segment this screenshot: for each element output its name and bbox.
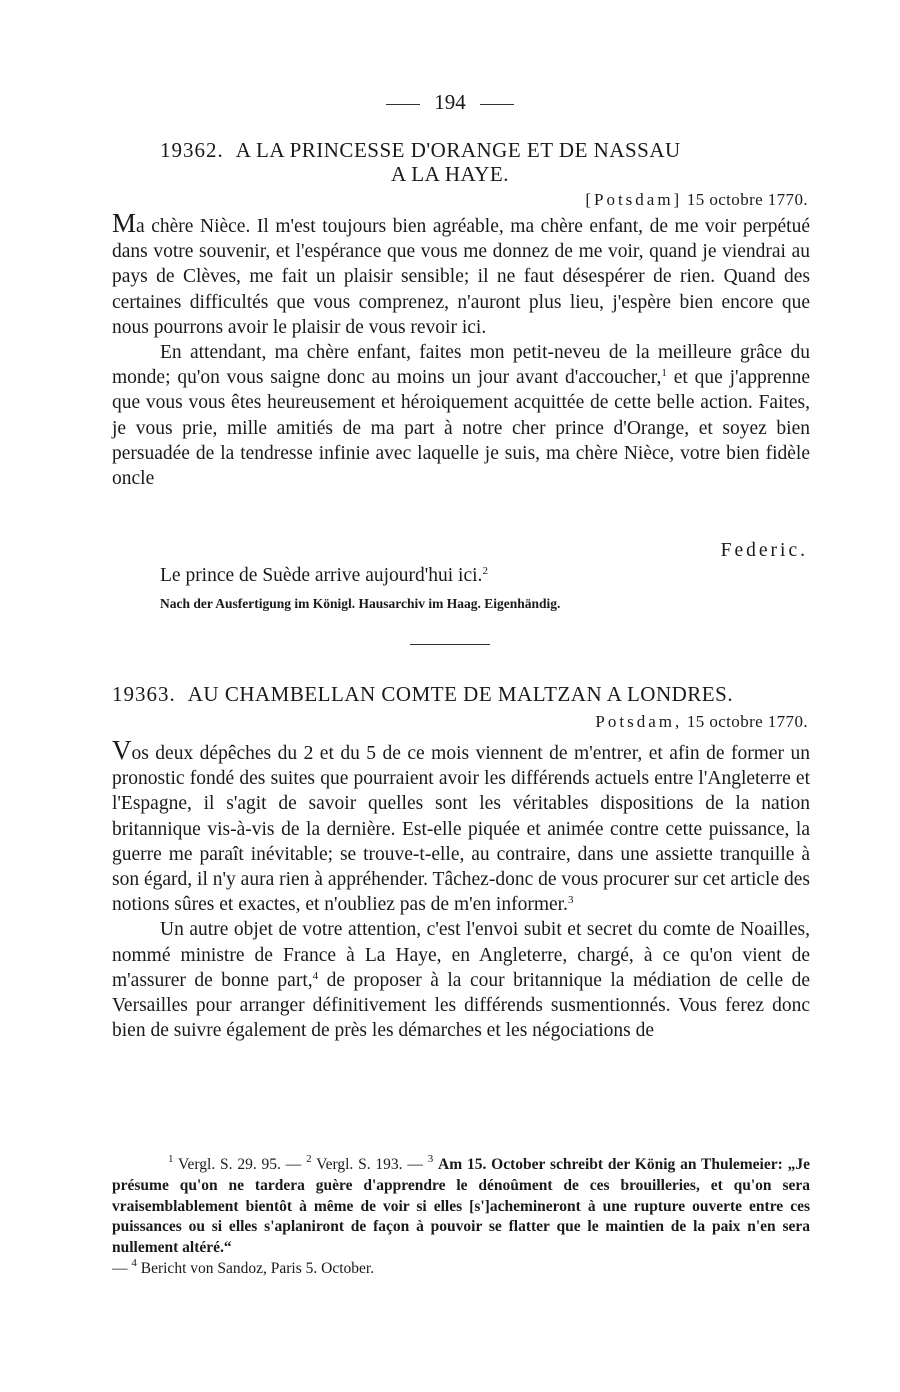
page-number-rule-right bbox=[480, 104, 514, 105]
letter1-paragraph-2-text-b: et que j'apprenne que vous vous êtes heureusement et héroiquement acquittée de cette belle action. Faites, je vous prie, mille amitiés de ma part à notre cher prince d'Orange, et soyez bien persuadée de la tendresse infinie avec laquelle je suis, ma chère Nièce, votre bien fidèle oncle bbox=[112, 367, 810, 490]
footnote-ref-1: 1 bbox=[661, 367, 667, 380]
footnotes-block bbox=[112, 1155, 810, 1259]
letter2-date: 15 octobre 1770. bbox=[686, 712, 808, 731]
letter2-paragraph-1-text: os deux dépêches du 2 et du 5 de ce mois viennent de m'entrer, et afin de former un pronostic fondé des suites que pourraient avoir les différends actuels entre l'Angleterre et l'Espagne, il s'agit de savoir quelles sont les véritables dispositions de la nation britannique vis-à-vis de la dernière. Est-elle piquée et animée contre cette puissance, la guerre me paraît inévitable; se trouve-t-elle, au contraire, dans une assiette tranquille à son égard, il n'y aura rien à appréhender. Tâchez-donc de vous procurer sur cet article des notions sûres et exactes, et n'oubliez pas de m'en informer. bbox=[112, 743, 810, 916]
letter1-heading-line2: A LA HAYE. bbox=[391, 162, 509, 186]
letter2-number: 19363. bbox=[112, 682, 176, 706]
footnote-ref-2: 2 bbox=[482, 565, 488, 577]
letter1-initial: M bbox=[112, 208, 137, 238]
letter1-place: [Potsdam] bbox=[585, 190, 683, 209]
letter2-heading bbox=[112, 682, 812, 707]
letter1-body bbox=[112, 208, 810, 491]
footnote-4-mark: 4 bbox=[131, 1256, 137, 1269]
letter1-dateline bbox=[585, 188, 808, 212]
letter1-heading-line1: A LA PRINCESSE D'ORANGE ET DE NASSAU bbox=[235, 138, 681, 162]
letter2-body bbox=[112, 735, 810, 1043]
footnote-2: Vergl. S. 193. — bbox=[316, 1156, 423, 1173]
page-number: 194 bbox=[434, 90, 466, 114]
letter2-paragraph-1 bbox=[112, 735, 810, 917]
letter1-paragraph-2 bbox=[112, 340, 810, 491]
footnote-3-mark: 3 bbox=[427, 1153, 434, 1165]
footnote-ref-3: 3 bbox=[567, 894, 574, 907]
footnote-1-mark: 1 bbox=[168, 1153, 174, 1165]
footnote-2-mark: 2 bbox=[306, 1153, 312, 1165]
footnote-ref-4: 4 bbox=[312, 969, 319, 982]
letter1-paragraph-1 bbox=[112, 208, 810, 340]
letter2-place: Potsdam, bbox=[595, 712, 683, 731]
letter1-signature: Federic. bbox=[720, 540, 808, 561]
section-divider bbox=[410, 644, 490, 645]
letter2-paragraph-2-text-b: de proposer à la cour britannique la médiation de celle de Versailles pour arranger définitivement les différends susmentionnés. Vous ferez donc bien de suivre également de près les démarches et les négociations de bbox=[112, 969, 810, 1042]
letter1-number: 19362. bbox=[160, 138, 224, 162]
footnote-4-line: — $^4$ Bericht von Sandoz, Paris 5. October. bbox=[112, 1256, 375, 1277]
page-number-rule-left bbox=[386, 104, 420, 105]
footnote-4: Bericht von Sandoz, Paris 5. October. bbox=[140, 1259, 375, 1277]
letter2-paragraph-2-text-a: Un autre objet de votre attention, c'est l'envoi subit et secret du comte de Noailles, nommé ministre de France à La Haye, en Angleterre, chargé, à ce qu'on vient de m'assurer de bonne part, bbox=[112, 919, 810, 991]
letter1-heading bbox=[160, 138, 780, 163]
letter1-source-note: Nach der Ausfertigung im Königl. Hausarchiv im Haag. Eigenhändig. bbox=[160, 596, 561, 611]
footnote-1: Vergl. S. 29. 95. — bbox=[178, 1156, 302, 1173]
letter1-paragraph-2-text-a: En attendant, ma chère enfant, faites mon petit-neveu de la meilleure grâce du monde; qu'on vous saigne donc au moins un jour avant d'accoucher, bbox=[112, 342, 810, 389]
footnote-3-intro: Am 15. October schreibt der König an Thulemeier: bbox=[438, 1156, 783, 1173]
letter1-paragraph-1-text: a chère Nièce. Il m'est toujours bien agréable, ma chère enfant, de me voir perpétué dans votre souvenir, et l'espérance que vous me donnez de me voir, quand je viendrai au pays de Clèves, me fait un plaisir sensible; il ne faut désespérer de rien. Quand des certaines difficultés que vous comprenez, n'auront plus lieu, j'espère bien encore que nous pourrons avoir le plaisir de vous revoir ici. bbox=[112, 216, 810, 338]
page-number-line bbox=[0, 88, 900, 116]
letter2-paragraph-2 bbox=[112, 917, 810, 1043]
letter2-dateline bbox=[595, 710, 808, 734]
letter2-heading-text: AU CHAMBELLAN COMTE DE MALTZAN A LONDRES. bbox=[187, 682, 734, 706]
letter2-initial: V bbox=[112, 735, 132, 765]
footnote-3-quote: „Je présume qu'on ne tardera guère d'apprendre le dénoûment de ces brouilleries, et qu'on sera vraisemblablement bientôt à même de voir si elles [s']achemineront à une rupture ouverte entre ces puissances ou si elles s'aplaniront de façon à pouvoir se flatter que le maintien de la paix n'en sera nullement altéré.“ bbox=[112, 1156, 811, 1257]
letter1-postscript bbox=[160, 563, 488, 588]
letter1-date: 15 octobre 1770. bbox=[686, 190, 808, 209]
letter1-postscript-text: Le prince de Suède arrive aujourd'hui ici. bbox=[160, 565, 483, 586]
footnotes bbox=[112, 1155, 810, 1280]
